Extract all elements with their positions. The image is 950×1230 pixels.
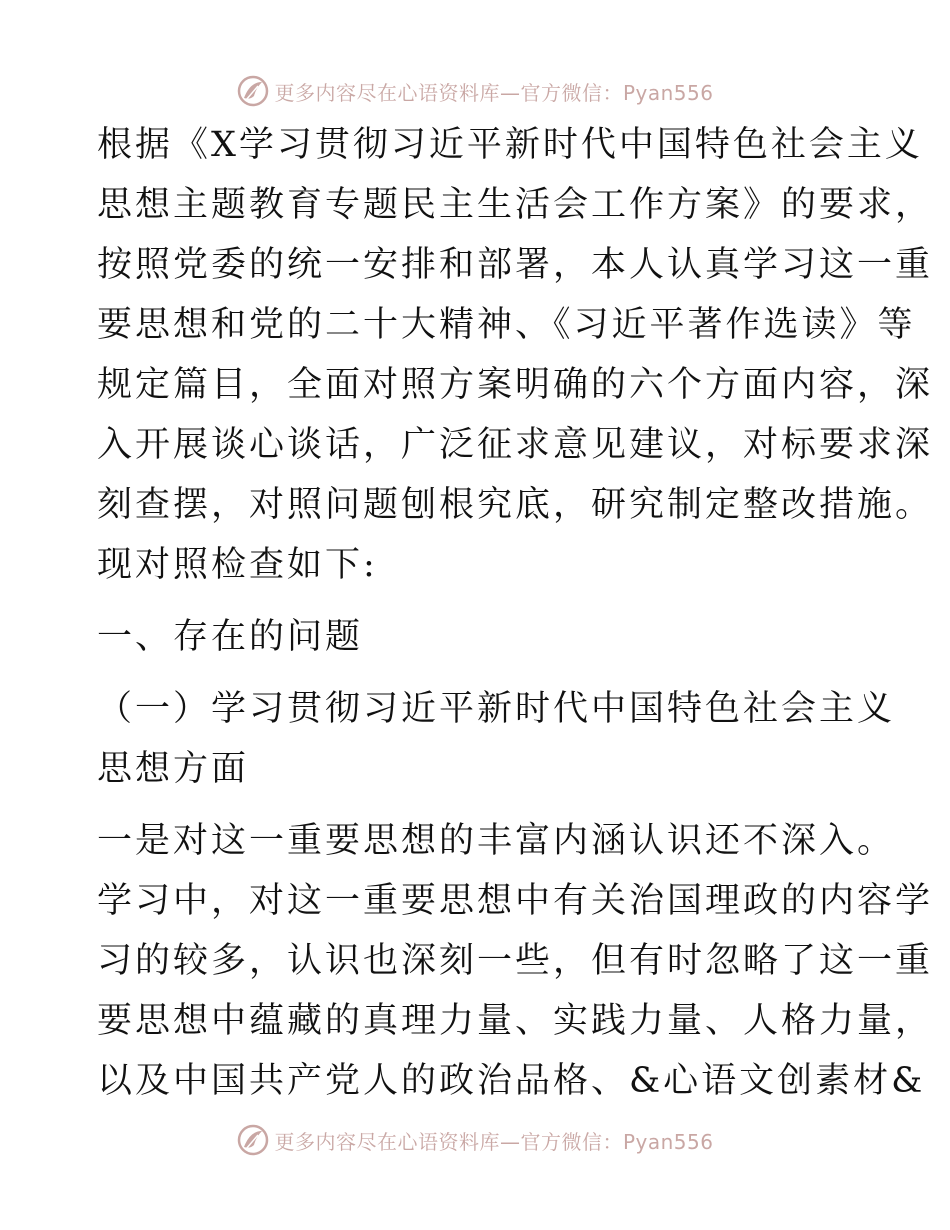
subsection-heading: [97, 679, 896, 799]
watermark-logo-icon: [236, 1123, 270, 1157]
text-line: 根据《X学习贯彻习近平新时代中国特色社会主义: [97, 125, 923, 165]
watermark-text: 更多内容尽在心语资料库—官方微信：Pyan556: [274, 80, 714, 105]
document-body: [97, 115, 934, 1111]
point-paragraph: [97, 811, 934, 1111]
text-line: 一是对这一重要思想的丰富内涵认识还不深入。: [97, 821, 896, 861]
text-line: 要思想和党的二十大精神、《习近平著作选读》等: [97, 305, 916, 345]
footer-watermark: [0, 1120, 950, 1160]
section-heading: 一、存在的问题: [97, 617, 364, 657]
text-line: 学习中，对这一重要思想中有关治国理政的内容学: [97, 881, 934, 921]
watermark-logo-icon: [236, 74, 270, 108]
text-line: 思想主题教育专题民主生活会工作方案》的要求，: [97, 185, 934, 225]
text-line: 要思想中蕴藏的真理力量、实践力量、人格力量，: [97, 1001, 934, 1041]
text-line: （一）学习贯彻习近平新时代中国特色社会主义: [97, 689, 896, 729]
text-line: 以及中国共产党人的政治品格、&心语文创素材&: [97, 1061, 926, 1101]
text-line: 现对照检查如下:: [97, 545, 378, 585]
text-line: 思想方面: [97, 749, 250, 789]
intro-paragraph: [97, 115, 934, 595]
watermark-text: 更多内容尽在心语资料库—官方微信：Pyan556: [274, 1129, 714, 1154]
text-line: 按照党委的统一安排和部署，本人认真学习这一重: [97, 245, 934, 285]
text-line: 规定篇目，全面对照方案明确的六个方面内容，深: [97, 365, 934, 405]
text-line: 入开展谈心谈话，广泛征求意见建议，对标要求深: [97, 425, 934, 465]
text-line: 刻查摆，对照问题刨根究底，研究制定整改措施。: [97, 485, 934, 525]
header-watermark: [0, 71, 950, 111]
text-line: 习的较多，认识也深刻一些，但有时忽略了这一重: [97, 941, 934, 981]
